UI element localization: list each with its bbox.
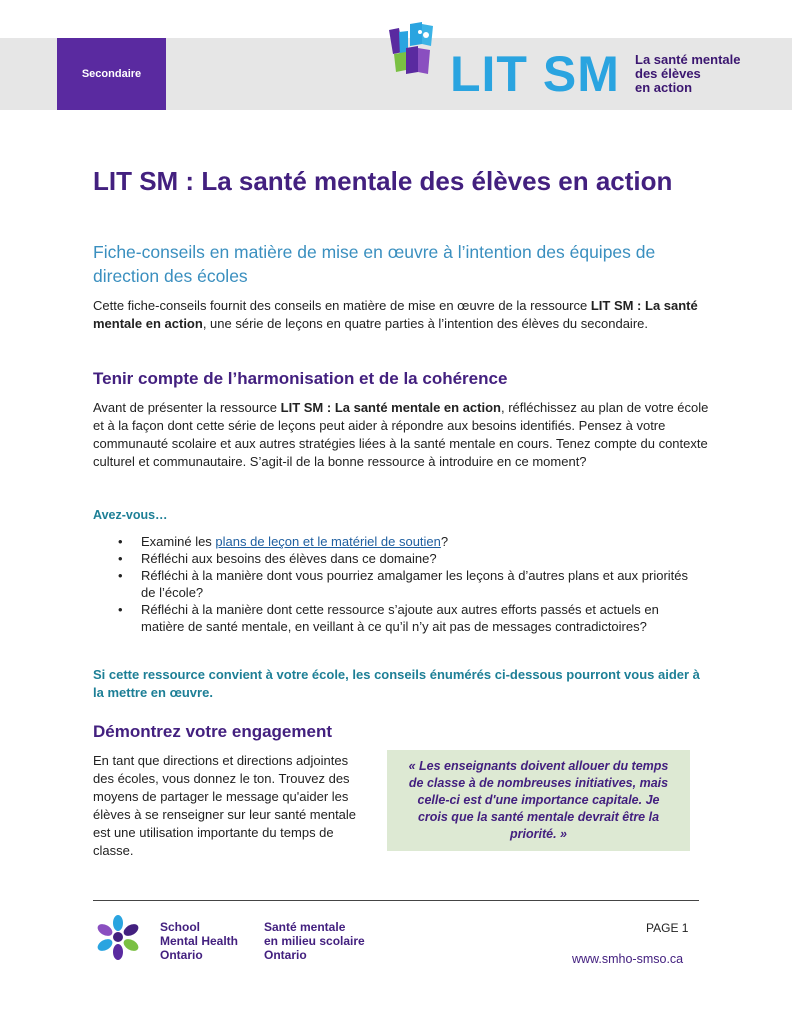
checklist-heading: Avez-vous… <box>93 508 168 522</box>
brand-name: LIT SM <box>450 46 620 102</box>
checklist <box>93 533 693 635</box>
intro-text: , une série de leçons en quatre parties à l’intention des élèves du secondaire. <box>202 316 648 331</box>
page-subtitle: Fiche-conseils en matière de mise en œuvre à l’intention des équipes de direction des écoles <box>93 242 656 286</box>
org-line: Ontario <box>264 948 307 962</box>
para-text: Avant de présenter la ressource <box>93 400 281 415</box>
tagline-line: en action <box>635 80 693 95</box>
website-link[interactable]: www.smho-smso.ca <box>572 952 684 966</box>
engagement-paragraph: En tant que directions et directions adjointes des écoles, vous donnez le ton. Trouvez des moyens de partager le message qu'aider les élèves à se renseigner sur leur santé mentale est une utilisation importante du temps de classe. <box>93 753 357 858</box>
intro-resource-name: LIT SM : La santé mentale en action <box>93 298 698 331</box>
section-heading-alignment: Tenir compte de l’harmonisation et de la cohérence <box>93 369 508 388</box>
quote-text: « Les enseignants doivent allouer du temps de classe à de nombreuses initiatives, mais celle-ci est d'une importance capitale. Je crois que la santé mentale devrait être la priorité. » <box>408 759 669 841</box>
org-line: Ontario <box>160 948 203 962</box>
org-line: School <box>160 920 201 934</box>
org-name-english <box>160 920 260 962</box>
section-heading-engagement: Démontrez votre engagement <box>93 722 332 741</box>
intro-paragraph <box>93 297 713 333</box>
callout-text: Si cette ressource convient à votre école, les conseils énumérés ci-dessous pourront vous aider à la mettre en œuvre. <box>93 667 700 700</box>
org-line: Mental Health <box>160 934 239 948</box>
org-name-french <box>264 920 384 962</box>
quote-box <box>387 750 690 851</box>
para-text: , réfléchissez au plan de votre école et à la façon dont cette série de leçons peut aider à répondre aux besoins identifiés. Pensez à votre communauté scolaire et aux autres stratégies liées à la santé mentale en cours. Tenez compte du contexte culturel et communautaire. S’agit-il de la bonne ressource à introduire en ce moment? <box>93 400 709 469</box>
level-tag-label: Secondaire <box>81 68 142 80</box>
list-item: • Réfléchi à la manière dont cette ressource s’ajoute aux autres efforts passés et actuels en matière de santé mentale, en veillant à ce qu’il n’y ait pas de messages contradictoires? <box>93 601 693 635</box>
list-item: • Réfléchi aux besoins des élèves dans ce domaine? <box>93 550 693 567</box>
page-title: LIT SM : La santé mentale des élèves en action <box>93 166 673 196</box>
intro-text: Cette fiche-conseils fournit des conseils en matière de mise en œuvre de la ressource <box>93 298 591 313</box>
tagline-line: La santé mentale <box>635 52 741 67</box>
tagline-line: des élèves <box>635 66 701 81</box>
bullet-text: Examiné les <box>141 534 216 549</box>
alignment-paragraph <box>93 399 713 471</box>
org-line: Santé mentale <box>264 920 346 934</box>
footer-divider <box>93 900 699 901</box>
lesson-plans-link[interactable]: plans de leçon et le matériel de soutien <box>215 534 441 549</box>
lit-sm-logo-icon <box>386 22 438 78</box>
org-line: en milieu scolaire <box>264 934 365 948</box>
level-tag <box>57 38 166 110</box>
brand-tagline <box>635 53 775 95</box>
list-item: • Réfléchi à la manière dont vous pourriez amalgamer les leçons à d’autres plans et aux priorités de l’école? <box>93 567 693 601</box>
para-resource-name: LIT SM : La santé mentale en action <box>280 400 501 415</box>
smho-logo-icon <box>95 914 141 960</box>
page-number: PAGE 1 <box>646 921 689 935</box>
list-item <box>93 533 693 550</box>
bullet-text: ? <box>440 534 449 549</box>
